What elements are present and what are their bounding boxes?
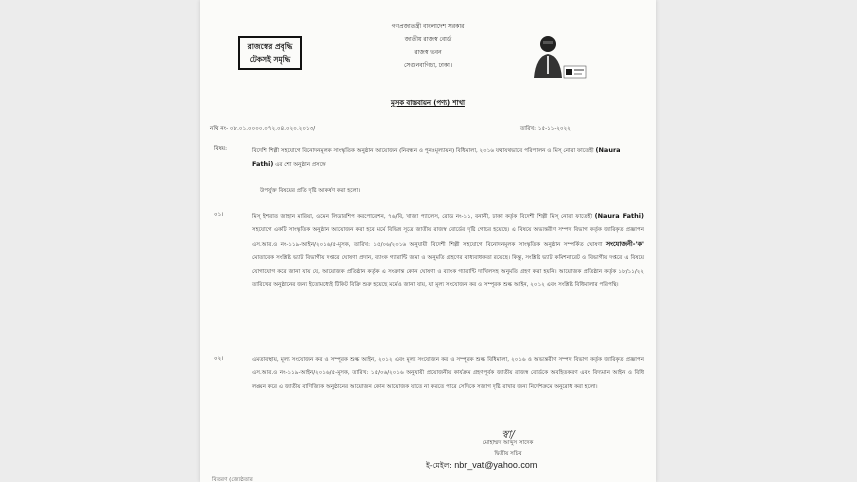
email-label: ই-মেইল: [426, 461, 452, 470]
paragraph-1-number: ০১। [214, 212, 224, 218]
email-address: nbr_vat@yahoo.com [454, 460, 538, 470]
memo-date: তারিখ: ১৫-১১-২০২২ [520, 126, 571, 132]
paragraph-1-part-2: সহযোগে একটি সাংস্কৃতিক অনুষ্ঠান আয়োজন করা হবে মর্মে বিভিন্ন সূত্রে জাতীয় রাজস্ব বোর্ডের দৃষ্টি গোচর হয়েছে। এ বিষয়ে অভ্যন্তরীণ সম্পদ বিভাগ কর্তৃক জারিকৃত প্রজ্ঞাপন এস.আর.ও নং-১১৯-আইন/২০১৬/৫-মূসক, তারিখ: ১৫/০৬/২০১৬ অনুযায়ী বিদেশী শিল্পী সহযোগে বিনোদনমূলক সাংস্কৃতিক অনুষ্ঠান সম্পর্কিত ঘোষণা [252, 227, 644, 248]
letter-sheet [200, 0, 656, 482]
section-title: মূসক বাস্তবায়ন (পণ্য) শাখা [391, 99, 465, 107]
header-line-2: জাতীয় রাজস্ব বোর্ড [404, 36, 452, 43]
distribution-heading-clipped: বিতরণ (জ্যেষ্ঠতার [212, 477, 253, 482]
paragraph-1-name-en: (Naura Fathi) [594, 212, 644, 220]
subject-text-before: বিদেশি শিল্পী সহযোগে বিনোদনমূলক সাংস্কৃতিক অনুষ্ঠান আয়োজন (নিবন্ধন ও পুনঃমূল্যায়ন) বিধিমালা, ২০১৬ যথাযথভাবে পরিপালন ও মিস্ নোরা ফাতেহী [252, 148, 594, 154]
slogan-line-2: টেকসই সমৃদ্ধি [249, 55, 291, 64]
subject-name-en: (Naura Fathi) [252, 146, 621, 168]
signature-block [428, 426, 588, 460]
header-line-3: রাজস্ব ভবন [414, 49, 442, 56]
government-header [318, 20, 538, 72]
email-line [426, 460, 537, 473]
paragraph-2-number: ০২। [214, 356, 224, 362]
signature-mark: স্বা/ [501, 428, 515, 441]
header-line-1: গণপ্রজাতন্ত্রী বাংলাদেশ সরকার [391, 23, 465, 30]
mujib-portrait-logo-icon [530, 32, 588, 80]
paragraph-1-highlight: সংযোজনী-'ক' [605, 239, 645, 248]
paragraph-1-part-3: মোতাবেক সংশ্লিষ্ট ভ্যাট বিভাগীয় দপ্তরে ঘোষণা প্রদান, ব্যাংক গ্যারান্টি জমা ও অনুমতি গ্রহণের বাধ্যবাধকতা রয়েছে। কিন্তু, সংশ্লিষ্ট ভ্যাট কমিশনারেট ও বিভাগীয় দপ্তরে এ বিষয়ে যোগাযোগ করে জানা যায় যে, আয়োজক প্রতিষ্ঠান কর্তৃক এ সংক্রান্ত কোন ঘোষণা ও ব্যাংক গ্যারান্টি দাখিলসহ অনুমতি গ্রহণ করা হয়নি। আয়োজক প্রতিষ্ঠান কর্তৃক ১৮/১১/২২ তারিখের অনুষ্ঠানের জন্য ইতোমধ্যেই টিকিট বিক্রি শুরু হয়েছে মর্মেও জানা যায়, যা মূল্য সংযোজন কর ও সম্পূরক শুল্ক আইন, ২০১২ এবং সংশ্লিষ্ট বিধিমালার পরিপন্থি। [252, 255, 644, 289]
subject-text-after: এর শো অনুষ্ঠান প্রসঙ্গে [275, 162, 326, 168]
paragraph-1-part-1: মিস্ ইশরাত জাহান মারিয়া, ওমেন লিডারশিপ করপোরেশন, ৭৬/বি, খাজা প্যালেস, রোড নং-১১, বনানী, ঢাকা কর্তৃক বিদেশী শিল্পী মিস্ নোরা ফাতেহী [252, 214, 593, 220]
signer-title: দ্বিতীয় সচিব [494, 451, 522, 457]
header-line-4: সেগুনবাগিচা, ঢাকা। [403, 62, 453, 69]
subject-label: বিষয়: [214, 146, 227, 152]
reference-line: উপর্যুক্ত বিষয়ের প্রতি দৃষ্টি আকর্ষণ করা হলো। [260, 188, 361, 194]
paragraph-2: এমতাবস্থায়, মূল্য সংযোজন কর ও সম্পূরক শুল্ক আইন, ২০১২ এবং মূল্য সংযোজন কর ও সম্পূরক শুল্ক বিধিমালা, ২০১৬ ও অভ্যন্তরীণ সম্পদ বিভাগ কর্তৃক জারিকৃত প্রজ্ঞাপন এস.আর.ও নং-১১৯-আইন/২০১৬/৫-মূসক, তারিখ: ১৫/০৬/২০১৬ অনুযায়ী প্রয়োজনীয় কার্যক্রম গ্রহণপূর্বক জাতীয় রাজস্ব বোর্ডকে অবহিতকরণ এবং বিদ্যমান আইন ও বিধি লঙ্ঘন করে এ জাতীয় বাণিজ্যিক অনুষ্ঠানের আয়োজন কোন আয়োজক যাতে না করতে পারে সেদিকে সজাগ দৃষ্টি রাখার জন্য নির্দেশক্রমে অনুরোধ করা হলো। [252, 357, 644, 390]
slogan-stamp [238, 36, 302, 70]
subject-text [252, 144, 644, 172]
signer-name: মোহাম্মদ আব্দুস সাদেক [482, 440, 534, 446]
memo-number: নথি নং- ০৮.০১.০০০০.০৭২.০৪.০২০.২০১৩/ [210, 126, 316, 132]
paragraph-1 [252, 210, 644, 292]
slogan-line-1: রাজস্বের প্রবৃদ্ধি [247, 42, 293, 51]
